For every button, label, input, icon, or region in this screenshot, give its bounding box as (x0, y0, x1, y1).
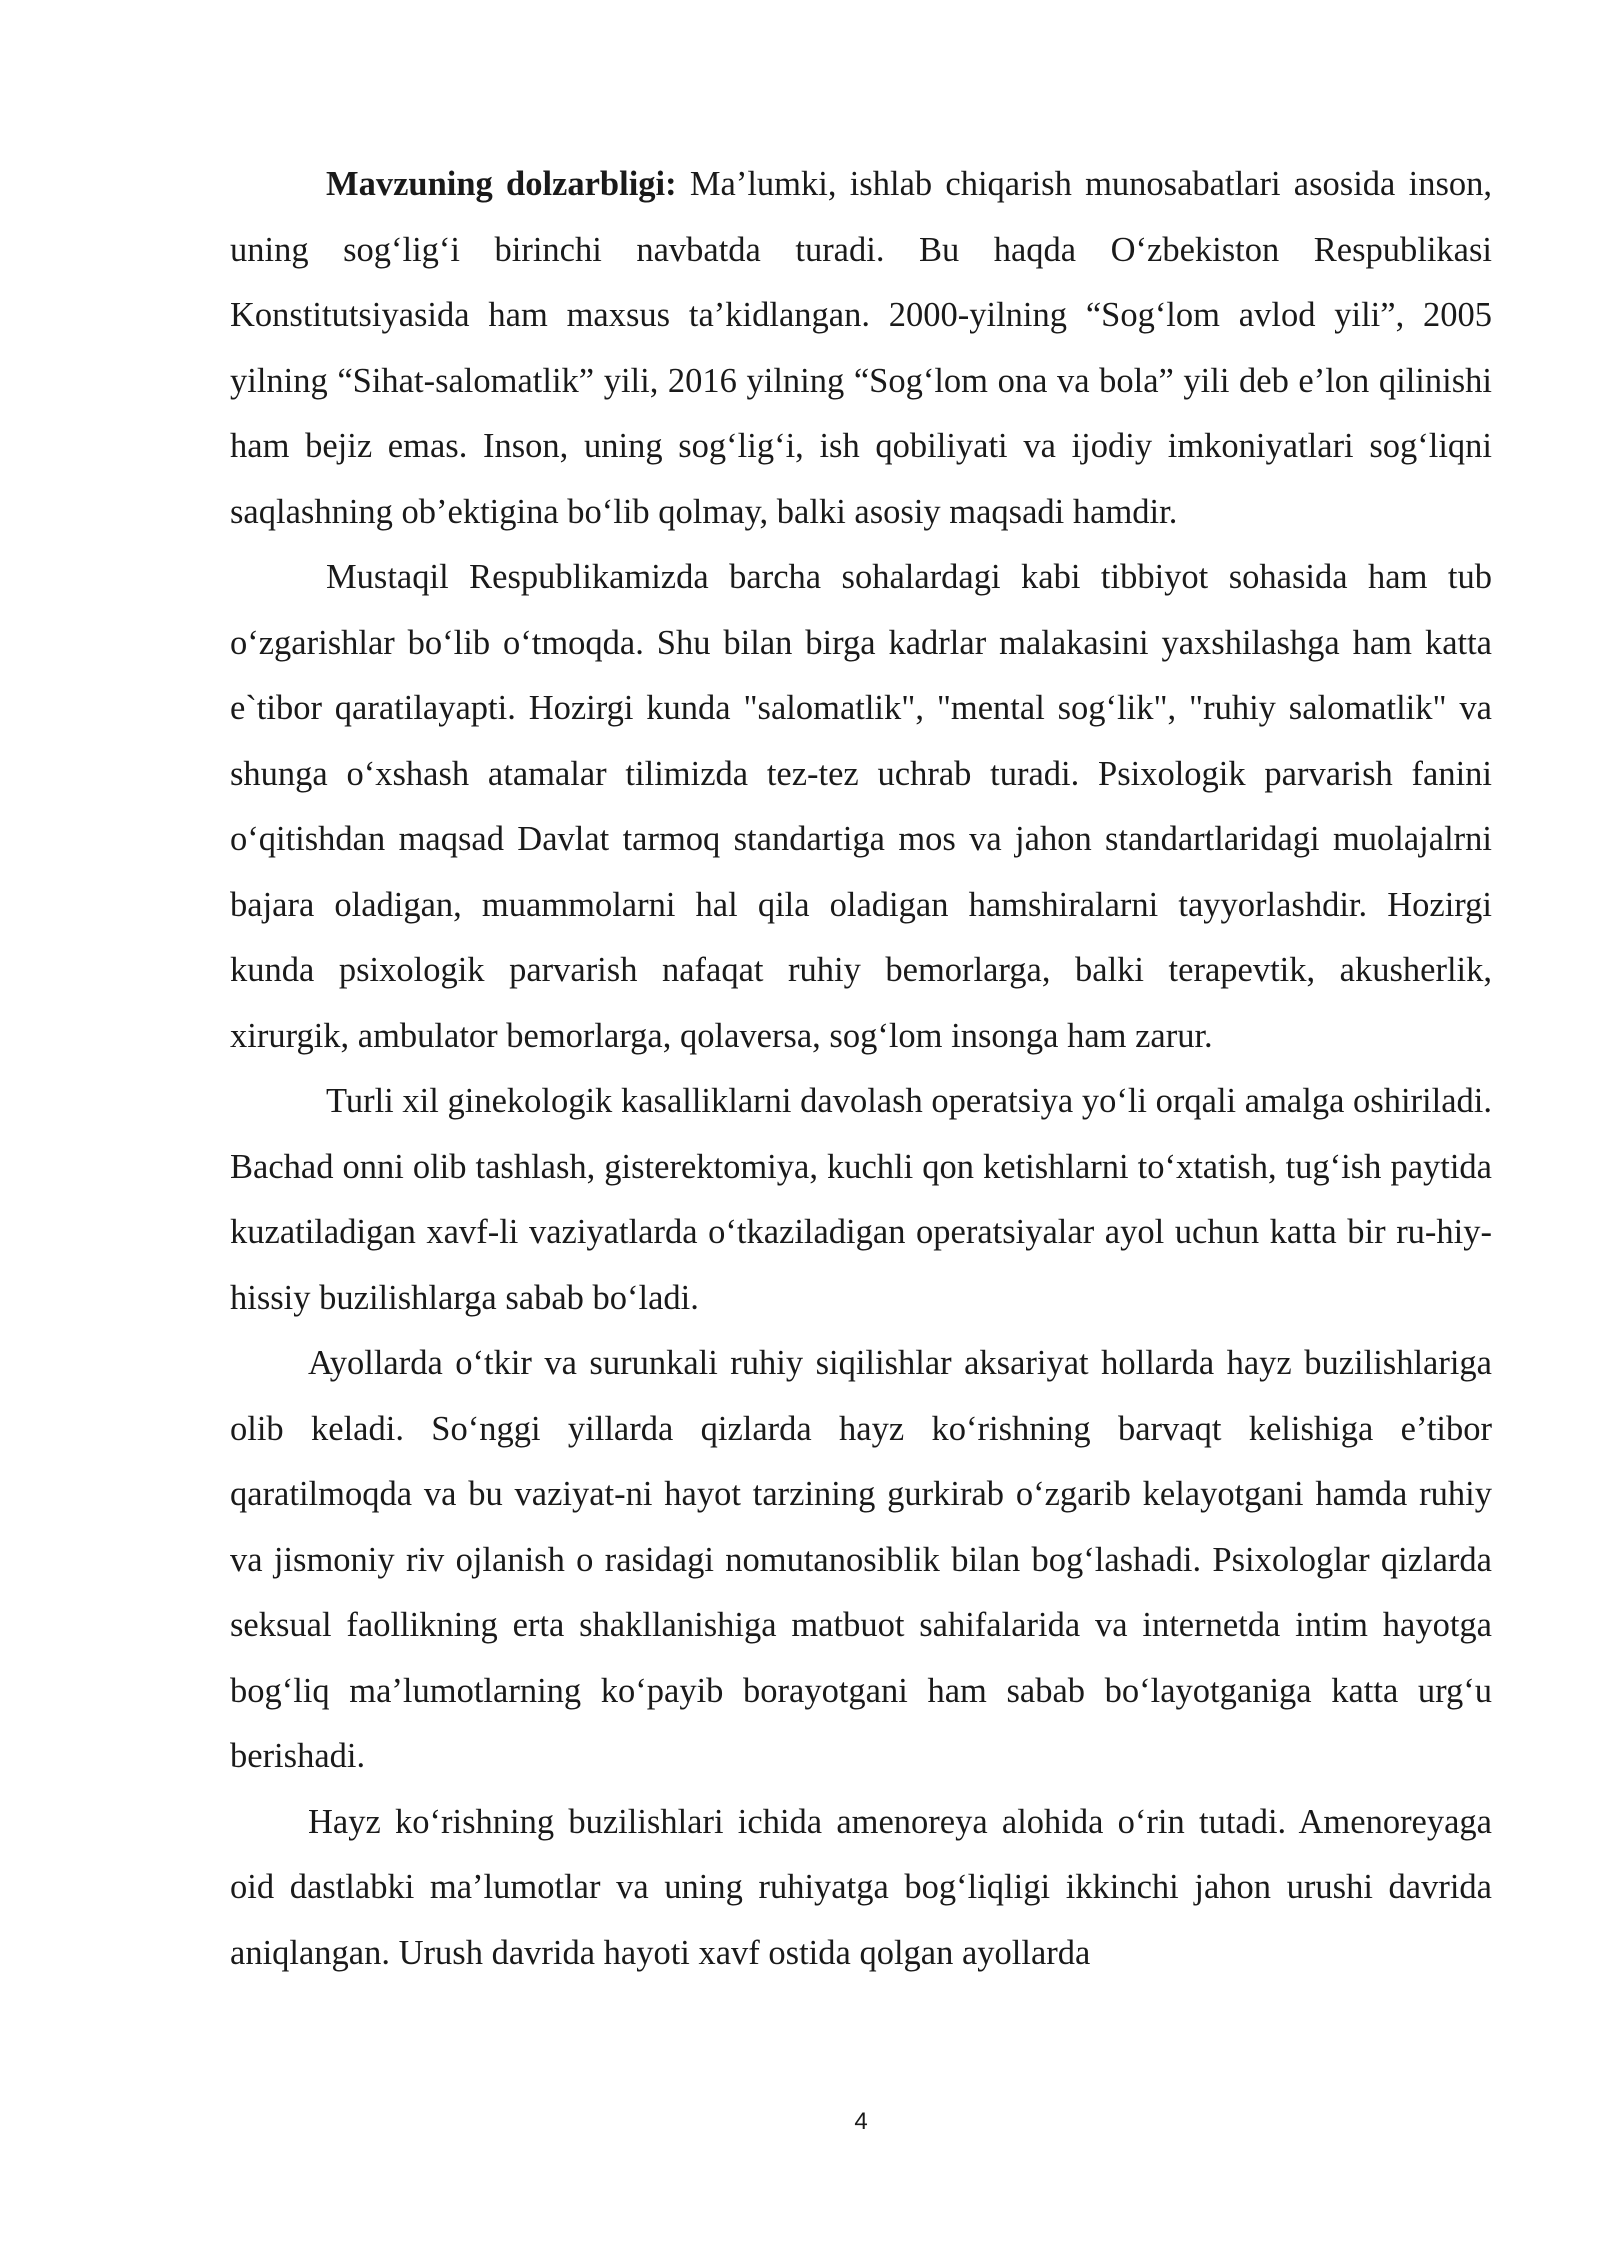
paragraph-text: Mustaqil Respublikamizda barcha sohalardagi kabi tibbiyot sohasida ham tub o‘zgarishlar bo‘lib o‘tmoqda. Shu bilan birga kadrlar malakasini yaxshilashga ham katta e`tibor qaratilayapti. Hozirgi kunda "salomatlik", "mental sog‘lik", "ruhiy salomatlik" va shunga o‘xshash atamalar tilimizda tez-tez uchrab turadi. Psixologik parvarish fanini o‘qitishdan maqsad Davlat tarmoq standartiga mos va jahon standartlaridagi muolajalrni bajara oladigan, muammolarni hal qila oladigan hamshiralarni tayyorlashdir. Hozirgi kunda psixologik parvarish nafaqat ruhiy bemorlarga, balki terapevtik, akusherlik, xirurgik, ambulator bemorlarga, qolaversa, sog‘lom insonga ham zarur. (230, 558, 1492, 1055)
paragraph-reforms (230, 545, 1492, 1069)
paragraph-text: Ayollarda o‘tkir va surunkali ruhiy siqilishlar aksariyat hollarda hayz buzilishlariga olib keladi. So‘nggi yillarda qizlarda hayz ko‘rishning barvaqt kelishiga e’tibor qaratilmoqda va bu vaziyat-ni hayot tarzining gurkirab o‘zgarib kelayotgani hamda ruhiy va jismoniy riv ojlanish o rasidagi nomutanosiblik bilan bog‘lashadi. Psixologlar qizlarda seksual faollikning erta shakllanishiga matbuot sahifalarida va internetda intim hayotga bog‘liq ma’lumotlarning ko‘payib borayotgani ham sabab bo‘layotganiga katta urg‘u berishadi. (230, 1344, 1492, 1775)
document-body (230, 152, 1492, 1986)
page-number: 4 (854, 2108, 868, 2135)
paragraph-text: Ma’lumki, ishlab chiqarish munosabatlari asosida inson, uning sog‘lig‘i birinchi navbatda turadi. Bu haqda O‘zbekiston Respublikasi Konstitutsiyasida ham maxsus ta’kidlangan. 2000-yilning “Sog‘lom avlod yili”, 2005 yilning “Sihat-salomatlik” yili, 2016 yilning “Sog‘lom ona va bola” yili deb e’lon qilinishi ham bejiz emas. Inson, uning sog‘lig‘i, ish qobiliyati va ijodiy imkoniyatlari sog‘liqni saqlashning ob’ektigina bo‘lib qolmay, balki asosiy maqsadi hamdir. (230, 165, 1492, 531)
paragraph-gynecology (230, 1069, 1492, 1331)
paragraph-relevance (230, 152, 1492, 545)
paragraph-lead-heading: Mavzuning dolzarbligi: (326, 165, 677, 203)
paragraph-stress (230, 1331, 1492, 1790)
paragraph-text: Hayz ko‘rishning buzilishlari ichida amenoreya alohida o‘rin tutadi. Amenoreyaga oid dastlabki ma’lumotlar va uning ruhiyatga bog‘liqligi ikkinchi jahon urushi davrida aniqlangan. Urush davrida hayoti xavf ostida qolgan ayollarda (230, 1802, 1492, 1972)
paragraph-amenorrhea (230, 1790, 1492, 1987)
paragraph-text: Turli xil ginekologik kasalliklarni davolash operatsiya yo‘li orqali amalga oshiriladi. Bachad onni olib tashlash, gisterektomiya, kuchli qon ketishlarni to‘xtatish, tug‘ish paytida kuzatiladigan xavf-li vaziyatlarda o‘tkaziladigan operatsiyalar ayol uchun katta bir ru-hiy-hissiy buzilishlarga sabab bo‘ladi. (230, 1082, 1492, 1317)
